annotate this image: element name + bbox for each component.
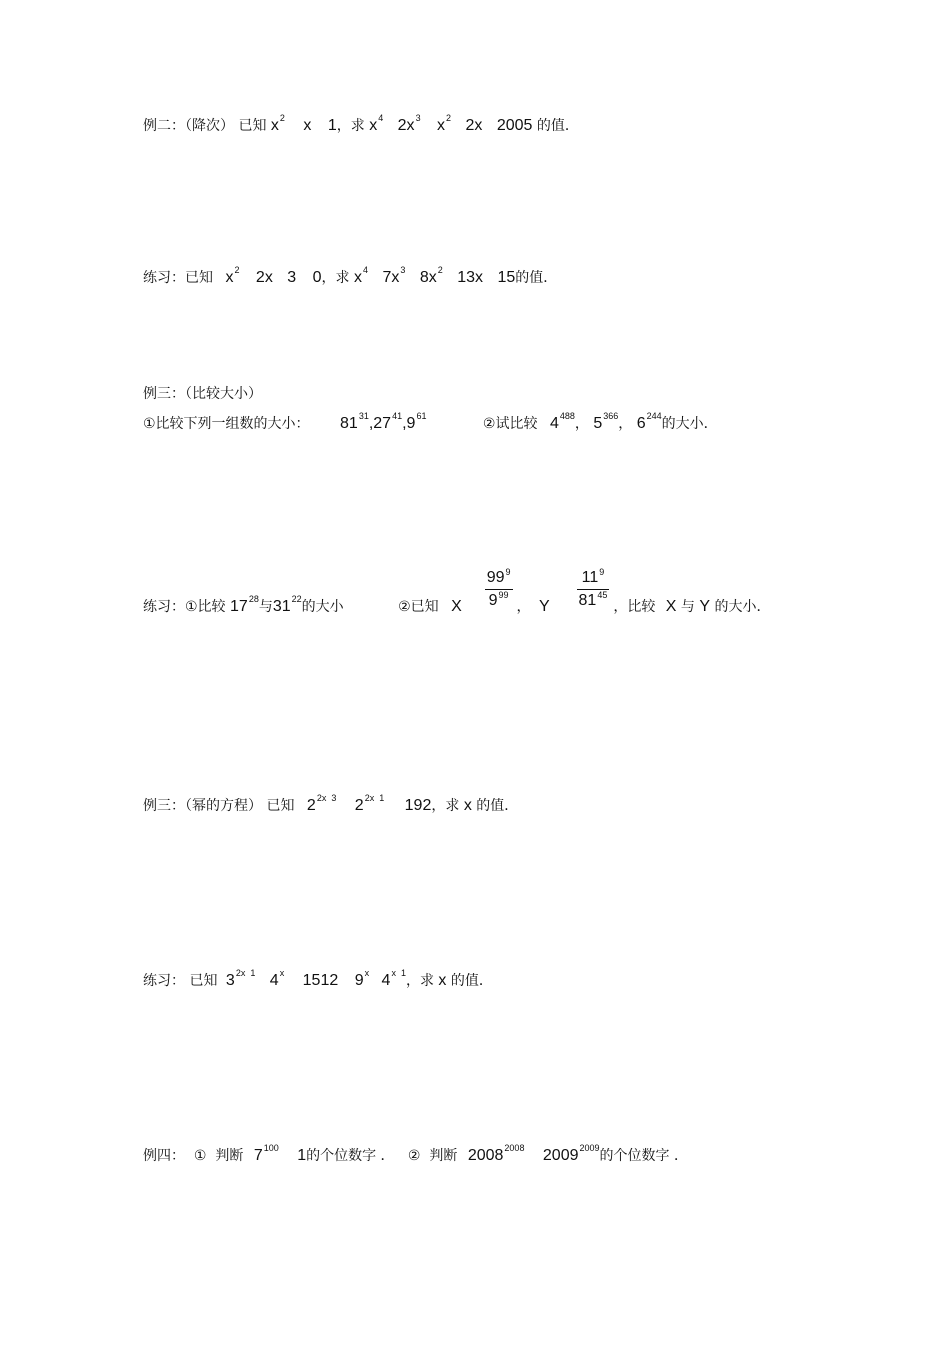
practice-2-line (143, 567, 771, 615)
tail-text: 的大小 (301, 598, 344, 615)
exponent: 2 (437, 265, 443, 275)
math-term: 2x (465, 117, 483, 134)
math-term: 6 (636, 415, 646, 432)
tail-text: 的个位数字 ． (599, 1148, 688, 1164)
exponent: 2 (446, 113, 452, 123)
middle-text: 的个位数字 ． ② 判断 (306, 1148, 458, 1164)
separator: ， (618, 416, 633, 432)
math-term: 2 (306, 797, 316, 814)
variable-x: x (438, 972, 447, 989)
exponent: 2009 (579, 1143, 600, 1153)
math-term: 4 (269, 972, 279, 989)
ask-text: ，求 (336, 118, 365, 134)
tail-text: 的值． (515, 270, 558, 286)
exponent: 61 (416, 411, 427, 421)
math-term: x (303, 117, 312, 134)
math-term: 2005 (496, 117, 533, 134)
math-term: 2008 (467, 1147, 504, 1164)
math-term: x (369, 117, 378, 134)
math-term: 2009 (542, 1147, 579, 1164)
example-2-label: 例二：（降次） 已知 (143, 118, 267, 134)
example-4-label: 例四： ① 判断 (143, 1148, 244, 1164)
exponent: 31 (358, 411, 369, 421)
denominator-base: 9 (488, 592, 498, 609)
math-term: x (437, 117, 446, 134)
exponent: 41 (392, 411, 403, 421)
fraction-x (485, 567, 513, 609)
math-term: 9 (354, 972, 364, 989)
tail-text: 的值． (450, 973, 493, 989)
question-1-text: ①比较下列一组数的大小： (143, 416, 310, 432)
math-term: 0 (312, 269, 322, 286)
exponent: 9 (599, 567, 605, 577)
practice-2-label: 练习：①比较 (143, 598, 226, 615)
variable-x: X (665, 597, 677, 615)
exponent: 99 (498, 590, 509, 600)
exponent: 488 (559, 411, 575, 421)
exponent: 100 (263, 1143, 279, 1153)
exponent: 2x 1 (364, 793, 385, 803)
ask-text: ，求 (405, 973, 434, 989)
fraction-numerator (485, 567, 513, 590)
math-term: x (270, 117, 279, 134)
tail-text: ，比较 (613, 598, 656, 615)
variable-y: Y (699, 597, 711, 615)
separator: ， (574, 416, 589, 432)
connector-text: 与 (680, 598, 695, 615)
ask-text: ，求 (431, 798, 460, 814)
practice-3-label: 练习： 已知 (143, 973, 218, 989)
exponent: 2 (279, 113, 285, 123)
fraction-denominator (577, 590, 610, 609)
math-term: 7 (253, 1147, 263, 1164)
exponent: 2 (234, 265, 240, 275)
math-term: 5 (593, 415, 603, 432)
fraction-denominator (485, 590, 513, 609)
exponent: 2x 1 (235, 968, 256, 978)
math-term: 2x (397, 117, 415, 134)
exponent: x 1 (391, 968, 406, 978)
exponent: x (279, 968, 285, 978)
math-term: 17 (230, 597, 248, 615)
math-term: 3 (225, 972, 235, 989)
tail-text: 的大小． (714, 598, 771, 615)
exponent: 28 (248, 593, 259, 604)
math-term: 1512 (302, 972, 339, 989)
math-term: x (354, 269, 362, 286)
numerator-base: 99 (486, 569, 505, 586)
connector-text: 与 (258, 598, 273, 615)
math-term: 1 (297, 1147, 307, 1164)
exponent: 244 (646, 411, 662, 421)
math-term: 4 (549, 415, 559, 432)
math-term: 8x (419, 269, 437, 286)
exponent: 4 (363, 265, 369, 275)
example-3-line (143, 411, 718, 432)
exponent: 3 (415, 113, 421, 123)
tail-text: 的值． (476, 798, 519, 814)
math-term: 2x (255, 269, 273, 286)
separator: , (368, 415, 374, 432)
exponent: 366 (603, 411, 619, 421)
math-term: x (225, 269, 234, 286)
math-term: 81 (340, 415, 358, 432)
math-term: 3 (287, 269, 297, 286)
example-2-line (143, 113, 579, 134)
fraction-numerator (577, 567, 610, 590)
math-term: 15 (497, 269, 516, 286)
variable-x: X (451, 597, 462, 615)
example-3-title-text: 例三：（比较大小） (143, 386, 262, 402)
math-term: 9 (406, 415, 416, 432)
exponent: 22 (291, 593, 302, 604)
variable-x: x (463, 797, 472, 814)
exponent: 2x 3 (316, 793, 337, 803)
question-2-text: ②已知 (398, 598, 439, 615)
math-term: 4 (381, 972, 391, 989)
math-term: 31 (272, 597, 291, 615)
exponent: 2008 (504, 1143, 525, 1153)
exponent: 4 (378, 113, 384, 123)
practice-1-line (143, 265, 558, 286)
example-3-title (143, 387, 262, 401)
tail-text: 的值． (536, 118, 579, 134)
tail-text: 的大小． (661, 416, 718, 432)
exponent: x (364, 968, 370, 978)
exponent: 9 (505, 567, 511, 577)
math-term: 13x (457, 269, 484, 286)
math-term: 2 (354, 797, 364, 814)
math-term: 27 (373, 415, 392, 432)
ask-text: ，求 (321, 270, 350, 286)
separator: , (402, 415, 407, 432)
example-3b-label: 例三：（幂的方程） 已知 (143, 798, 295, 814)
separator: ， (516, 598, 531, 615)
math-term: 192 (404, 797, 432, 814)
practice-3-line (143, 968, 493, 989)
question-2-text: ②试比较 (482, 416, 538, 432)
math-term: 7x (382, 269, 400, 286)
numerator-base: 11 (581, 569, 599, 586)
denominator-base: 81 (578, 592, 597, 609)
exponent: 45 (597, 590, 608, 600)
practice-1-label: 练习：已知 (143, 270, 213, 286)
fraction-y (577, 567, 610, 609)
example-4-line (143, 1143, 688, 1164)
math-term: 1 (327, 117, 337, 134)
exponent: 3 (400, 265, 406, 275)
example-3b-line (143, 793, 519, 814)
variable-y: Y (538, 597, 550, 615)
